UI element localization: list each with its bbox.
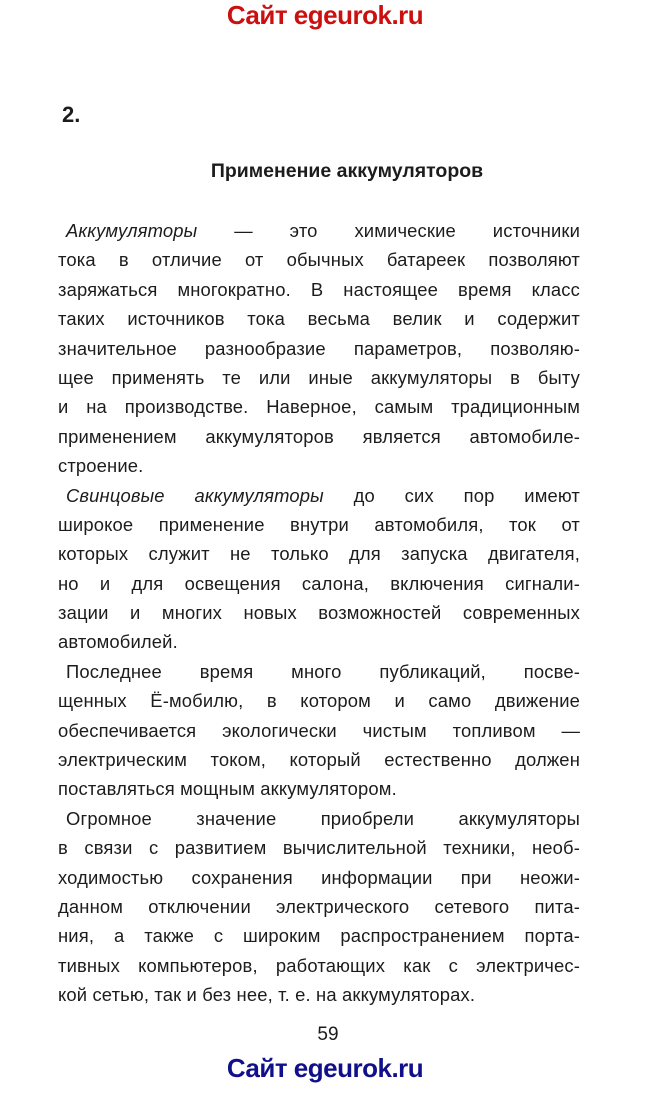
- text-line: [58, 892, 580, 921]
- text-line: [58, 569, 580, 598]
- text-line: [58, 334, 580, 363]
- line-text: и на производстве. Наверное, самым традиционным: [58, 396, 580, 418]
- text-line: [58, 598, 580, 627]
- page-number: 59: [317, 1024, 339, 1045]
- body-text: [58, 216, 580, 1010]
- line-text: поставляться мощным аккумулятором.: [58, 778, 397, 800]
- line-text: электрическим током, который естественно должен: [58, 749, 580, 771]
- text-line: [58, 422, 580, 451]
- line-text: ния, а также с широким распространением порта-: [58, 925, 580, 947]
- text-line: [58, 304, 580, 333]
- line-text: до сих пор имеют: [323, 484, 580, 506]
- line-text: — это химические источники: [197, 220, 580, 241]
- text-line: [58, 951, 580, 980]
- text-line: [58, 481, 580, 510]
- line-text: щее применять те или иные аккумуляторы в быту: [58, 366, 580, 388]
- line-text: тока в отличие от обычных батареек позволяют: [58, 249, 580, 271]
- line-text: щенных Ё-мобилю, в котором и само движение: [58, 690, 580, 712]
- line-text: значительное разнообразие параметров, позволяю-: [58, 337, 580, 359]
- paragraph: [58, 657, 580, 804]
- line-text: строение.: [58, 455, 144, 477]
- emphasized-term: Аккумуляторы: [66, 220, 198, 241]
- line-text: кой сетью, так и без нее, т. е. на аккумуляторах.: [58, 984, 476, 1006]
- text-line: [58, 392, 580, 421]
- text-line: [58, 275, 580, 304]
- line-text: данном отключении электрического сетевого пита-: [58, 895, 580, 917]
- text-line: [58, 363, 580, 392]
- line-text: Последнее время много публикаций, посве-: [66, 660, 580, 682]
- line-text: в связи с развитием вычислительной техники, необ-: [58, 837, 580, 859]
- text-line: [58, 774, 580, 803]
- text-line: [58, 686, 580, 715]
- line-text: Огромное значение приобрели аккумуляторы: [66, 807, 580, 829]
- line-text: обеспечивается экологически чистым топливом —: [58, 719, 580, 741]
- line-text: ходимостью сохранения информации при неожи-: [58, 866, 580, 888]
- text-line: [58, 627, 580, 656]
- line-text: автомобилей.: [58, 631, 178, 653]
- text-line: [58, 804, 580, 833]
- text-line: [58, 716, 580, 745]
- emphasized-term: Свинцовые аккумуляторы: [66, 484, 324, 506]
- section-title: Применение аккумуляторов: [210, 160, 484, 182]
- line-text: применением аккумуляторов является автомобиле-: [58, 425, 580, 447]
- text-line: [58, 539, 580, 568]
- text-line: [58, 216, 580, 245]
- text-line: [58, 657, 580, 686]
- text-line: [58, 980, 580, 1009]
- watermark-top: Сайт egeurok.ru: [226, 0, 424, 30]
- line-text: таких источников тока весьма велик и содержит: [58, 308, 580, 330]
- text-line: [58, 510, 580, 539]
- text-line: [58, 451, 580, 480]
- line-text: тивных компьютеров, работающих как с электричес-: [58, 954, 580, 976]
- paragraph: [58, 216, 580, 481]
- section-number: 2.: [62, 102, 81, 127]
- line-text: заряжаться многократно. В настоящее время класс: [58, 278, 580, 300]
- text-line: [58, 863, 580, 892]
- line-text: которых служит не только для запуска двигателя,: [58, 543, 580, 565]
- text-line: [58, 745, 580, 774]
- line-text: но и для освещения салона, включения сигнали-: [58, 572, 580, 594]
- paragraph: [58, 804, 580, 1010]
- text-line: [58, 833, 580, 862]
- paragraph: [58, 481, 580, 657]
- text-line: [58, 245, 580, 274]
- line-text: зации и многих новых возможностей современных: [58, 602, 580, 624]
- line-text: широкое применение внутри автомобиля, ток от: [58, 513, 580, 535]
- text-line: [58, 921, 580, 950]
- watermark-bottom: Сайт egeurok.ru: [226, 1053, 424, 1083]
